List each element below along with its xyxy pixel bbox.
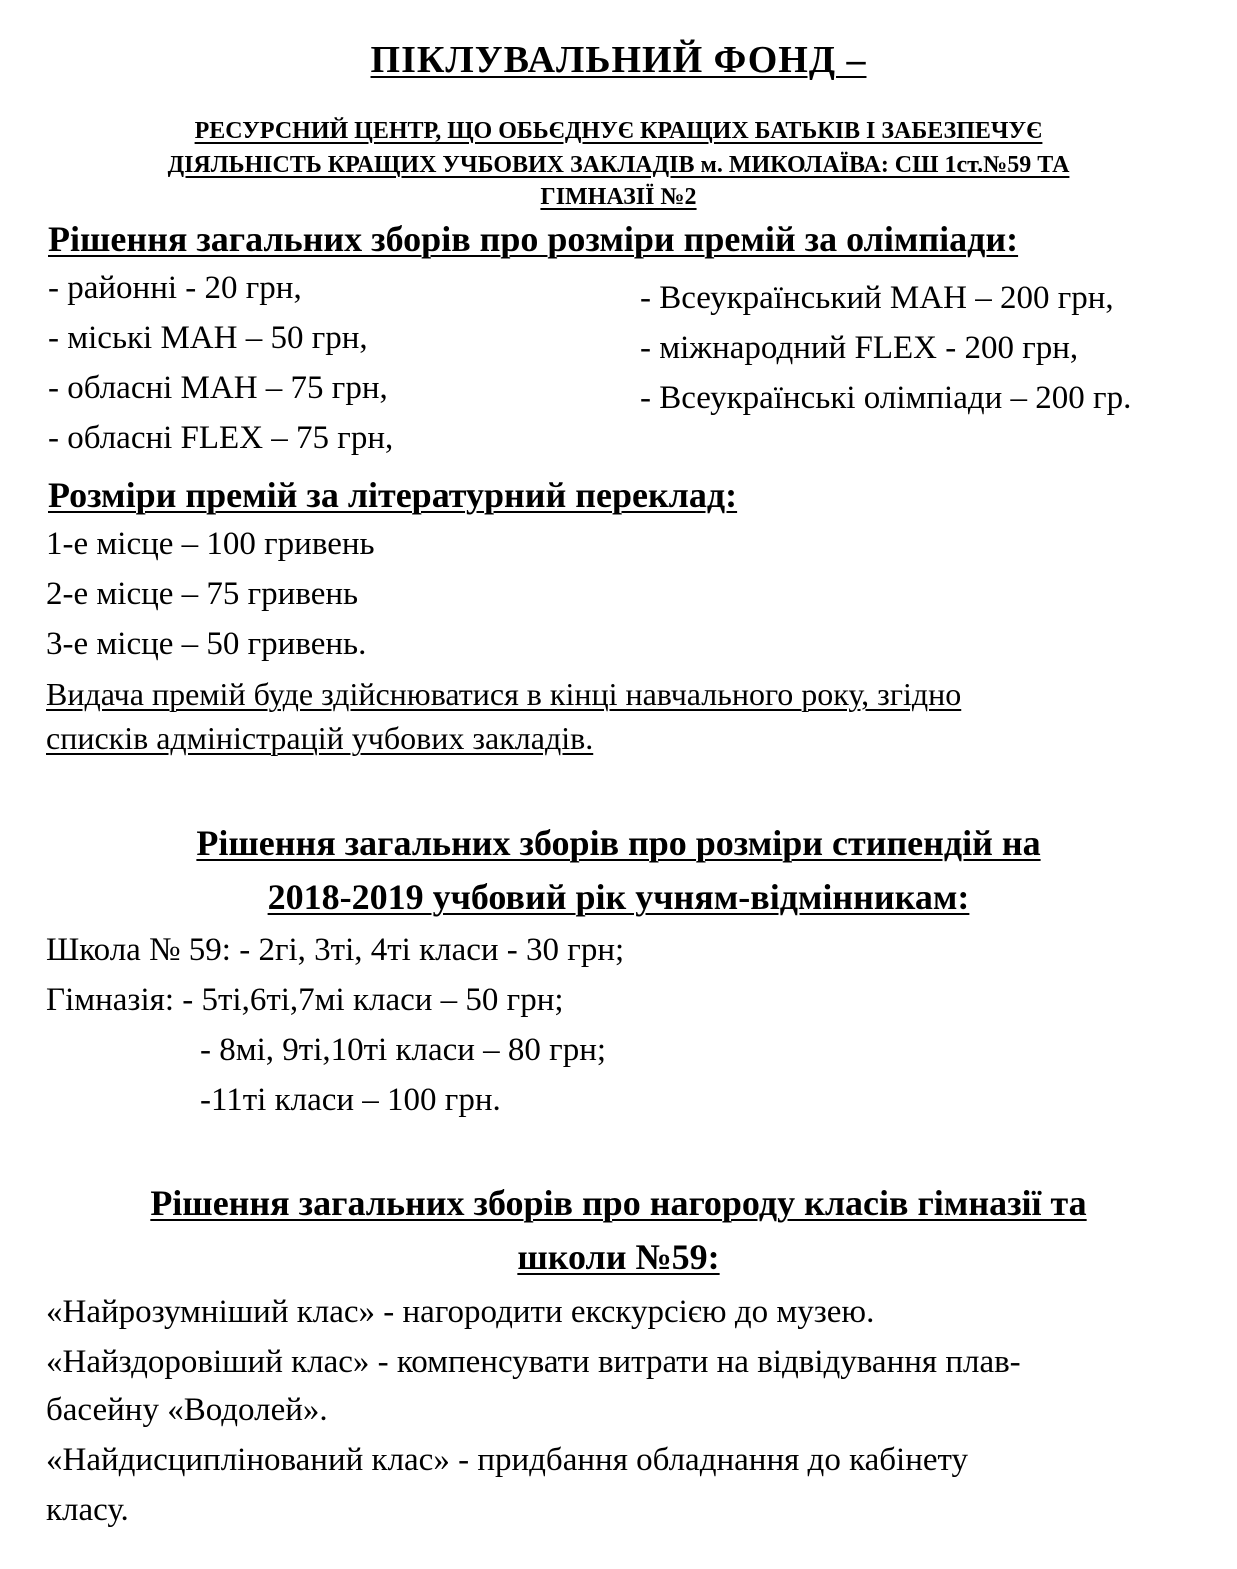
olympiad-left-item: - обласні FLEX – 75 грн, bbox=[48, 420, 394, 456]
olympiad-right-item: - Всеукраїнський МАН – 200 грн, bbox=[640, 280, 1114, 316]
awards-line: басейну «Водолей». bbox=[46, 1392, 328, 1428]
document-title: ПІКЛУВАЛЬНИЙ ФОНД – bbox=[370, 39, 867, 81]
olympiad-heading: Рішення загальних зборів про розміри премій за олімпіади: bbox=[48, 219, 1019, 259]
olympiad-left-item: - обласні МАН – 75 грн, bbox=[48, 370, 388, 406]
awards-line: «Найдисциплінований клас» - придбання обладнання до кабінету bbox=[46, 1442, 969, 1478]
awards-heading-line-2: школи №59: bbox=[517, 1237, 720, 1277]
scholarship-heading-line-1: Рішення загальних зборів про розміри стипендій на bbox=[196, 823, 1041, 863]
scholarship-item: Школа № 59: - 2гі, 3ті, 4ті класи - 30 грн; bbox=[46, 932, 625, 968]
olympiad-left-item: - районні - 20 грн, bbox=[48, 270, 302, 306]
awards-heading-line-1: Рішення загальних зборів про нагороду класів гімназії та bbox=[150, 1183, 1087, 1223]
awards-line: «Найздоровіший клас» - компенсувати витрати на відвідування плав- bbox=[46, 1344, 1021, 1380]
olympiad-left-item: - міські МАН – 50 грн, bbox=[48, 320, 368, 356]
awards-line: класу. bbox=[46, 1492, 129, 1528]
translation-note-line-2: списків адміністрацій учбових закладів. bbox=[46, 720, 594, 756]
scholarship-item: Гімназія: - 5ті,6ті,7мі класи – 50 грн; bbox=[46, 982, 564, 1018]
scholarship-heading-line-2: 2018-2019 учбовий рік учням-відмінникам: bbox=[267, 877, 970, 917]
translation-heading: Розміри премій за літературний переклад: bbox=[48, 475, 738, 515]
olympiad-right-item: - Всеукраїнські олімпіади – 200 гр. bbox=[640, 380, 1132, 416]
awards-line: «Найрозумніший клас» - нагородити екскурсією до музею. bbox=[46, 1294, 875, 1330]
subtitle-line-3: ГІМНАЗІЇ №2 bbox=[540, 184, 697, 210]
translation-item: 1-е місце – 100 гривень bbox=[46, 526, 375, 562]
subtitle-line-2: ДІЯЛЬНІСТЬ КРАЩИХ УЧБОВИХ ЗАКЛАДІВ м. МИКОЛАЇВА: СШ 1ст.№59 ТА bbox=[167, 152, 1070, 178]
olympiad-right-item: - міжнародний FLEX - 200 грн, bbox=[640, 330, 1079, 366]
scholarship-item: -11ті класи – 100 грн. bbox=[200, 1082, 501, 1118]
translation-item: 2-е місце – 75 гривень bbox=[46, 576, 359, 612]
translation-item: 3-е місце – 50 гривень. bbox=[46, 626, 367, 662]
subtitle-line-1: РЕСУРСНИЙ ЦЕНТР, ЩО ОБЬЄДНУЄ КРАЩИХ БАТЬКІВ І ЗАБЕЗПЕЧУЄ bbox=[194, 118, 1043, 144]
translation-note-line-1: Видача премій буде здійснюватися в кінці навчального року, згідно bbox=[46, 676, 962, 712]
scholarship-item: - 8мі, 9ті,10ті класи – 80 грн; bbox=[200, 1032, 607, 1068]
